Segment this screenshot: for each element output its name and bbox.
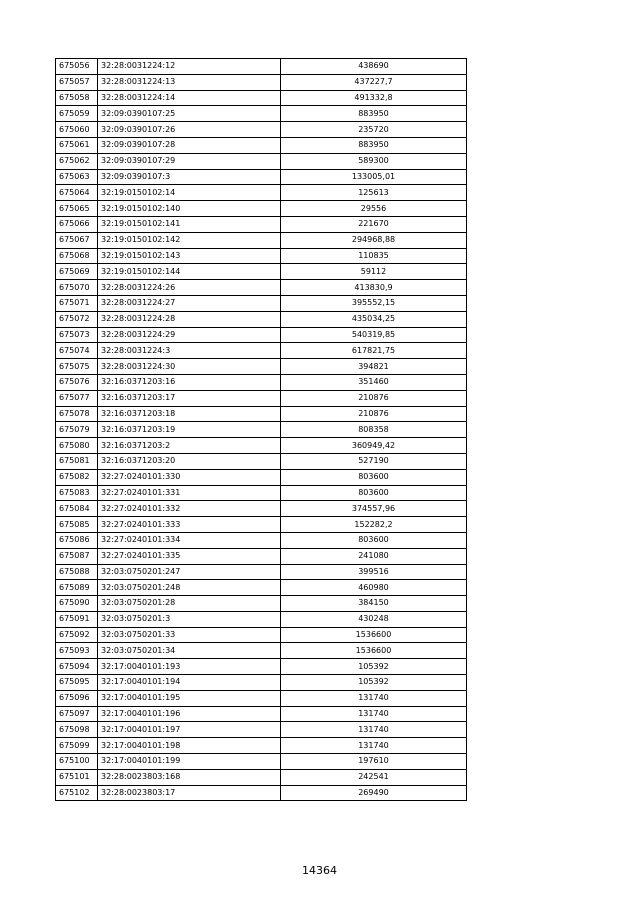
cadastral-number-cell: 32:17:0040101:195 bbox=[98, 690, 281, 706]
cadastral-number-cell: 32:27:0240101:335 bbox=[98, 548, 281, 564]
value-cell: 294968,88 bbox=[281, 232, 467, 248]
table-row bbox=[56, 232, 467, 248]
value-cell: 221670 bbox=[281, 216, 467, 232]
value-cell: 105392 bbox=[281, 675, 467, 691]
row-number-cell: 675088 bbox=[56, 564, 98, 580]
row-number-cell: 675083 bbox=[56, 485, 98, 501]
table-row bbox=[56, 185, 467, 201]
table-row bbox=[56, 406, 467, 422]
cadastral-number-cell: 32:28:0031224:29 bbox=[98, 327, 281, 343]
value-cell: 241080 bbox=[281, 548, 467, 564]
row-number-cell: 675062 bbox=[56, 153, 98, 169]
cadastral-number-cell: 32:19:0150102:141 bbox=[98, 216, 281, 232]
value-cell: 235720 bbox=[281, 122, 467, 138]
table-row bbox=[56, 59, 467, 75]
table-row bbox=[56, 485, 467, 501]
table-row bbox=[56, 422, 467, 438]
value-cell: 59112 bbox=[281, 264, 467, 280]
table-row bbox=[56, 706, 467, 722]
table-row bbox=[56, 580, 467, 596]
table-row bbox=[56, 311, 467, 327]
row-number-cell: 675100 bbox=[56, 754, 98, 770]
row-number-cell: 675098 bbox=[56, 722, 98, 738]
table-row bbox=[56, 153, 467, 169]
value-cell: 394821 bbox=[281, 359, 467, 375]
cadastral-number-cell: 32:03:0750201:248 bbox=[98, 580, 281, 596]
cadastral-number-cell: 32:17:0040101:199 bbox=[98, 754, 281, 770]
cadastral-number-cell: 32:17:0040101:197 bbox=[98, 722, 281, 738]
value-cell: 210876 bbox=[281, 406, 467, 422]
table-row bbox=[56, 390, 467, 406]
row-number-cell: 675096 bbox=[56, 690, 98, 706]
cadastral-number-cell: 32:28:0023803:168 bbox=[98, 769, 281, 785]
cadastral-number-cell: 32:03:0750201:3 bbox=[98, 611, 281, 627]
value-cell: 883950 bbox=[281, 106, 467, 122]
row-number-cell: 675064 bbox=[56, 185, 98, 201]
row-number-cell: 675067 bbox=[56, 232, 98, 248]
cadastral-number-cell: 32:27:0240101:332 bbox=[98, 501, 281, 517]
cadastral-number-cell: 32:28:0031224:28 bbox=[98, 311, 281, 327]
cadastral-number-cell: 32:28:0023803:17 bbox=[98, 785, 281, 801]
value-cell: 131740 bbox=[281, 690, 467, 706]
table-row bbox=[56, 295, 467, 311]
table-row bbox=[56, 690, 467, 706]
cadastral-number-cell: 32:09:0390107:25 bbox=[98, 106, 281, 122]
value-cell: 384150 bbox=[281, 596, 467, 612]
row-number-cell: 675102 bbox=[56, 785, 98, 801]
value-cell: 210876 bbox=[281, 390, 467, 406]
table-row bbox=[56, 611, 467, 627]
row-number-cell: 675060 bbox=[56, 122, 98, 138]
value-cell: 617821,75 bbox=[281, 343, 467, 359]
row-number-cell: 675079 bbox=[56, 422, 98, 438]
row-number-cell: 675097 bbox=[56, 706, 98, 722]
row-number-cell: 675071 bbox=[56, 295, 98, 311]
table-row bbox=[56, 769, 467, 785]
table-row bbox=[56, 280, 467, 296]
value-cell: 110835 bbox=[281, 248, 467, 264]
value-cell: 491332,8 bbox=[281, 90, 467, 106]
cadastral-number-cell: 32:28:0031224:12 bbox=[98, 59, 281, 75]
cadastral-number-cell: 32:09:0390107:3 bbox=[98, 169, 281, 185]
table-row bbox=[56, 216, 467, 232]
cadastral-number-cell: 32:03:0750201:28 bbox=[98, 596, 281, 612]
value-cell: 131740 bbox=[281, 706, 467, 722]
table-row bbox=[56, 90, 467, 106]
table-row bbox=[56, 122, 467, 138]
table-row bbox=[56, 74, 467, 90]
table-row bbox=[56, 722, 467, 738]
cadastral-number-cell: 32:19:0150102:144 bbox=[98, 264, 281, 280]
row-number-cell: 675074 bbox=[56, 343, 98, 359]
row-number-cell: 675092 bbox=[56, 627, 98, 643]
value-cell: 197610 bbox=[281, 754, 467, 770]
table-row bbox=[56, 343, 467, 359]
row-number-cell: 675075 bbox=[56, 359, 98, 375]
row-number-cell: 675073 bbox=[56, 327, 98, 343]
value-cell: 1536600 bbox=[281, 643, 467, 659]
table-row bbox=[56, 453, 467, 469]
table-row bbox=[56, 137, 467, 153]
value-cell: 589300 bbox=[281, 153, 467, 169]
value-cell: 1536600 bbox=[281, 627, 467, 643]
cadastral-number-cell: 32:03:0750201:247 bbox=[98, 564, 281, 580]
table-row bbox=[56, 438, 467, 454]
row-number-cell: 675057 bbox=[56, 74, 98, 90]
cadastral-number-cell: 32:19:0150102:142 bbox=[98, 232, 281, 248]
row-number-cell: 675069 bbox=[56, 264, 98, 280]
table-row bbox=[56, 327, 467, 343]
value-cell: 413830,9 bbox=[281, 280, 467, 296]
row-number-cell: 675101 bbox=[56, 769, 98, 785]
value-cell: 808358 bbox=[281, 422, 467, 438]
table-row bbox=[56, 532, 467, 548]
table-row bbox=[56, 564, 467, 580]
row-number-cell: 675065 bbox=[56, 201, 98, 217]
value-cell: 395552,15 bbox=[281, 295, 467, 311]
row-number-cell: 675093 bbox=[56, 643, 98, 659]
value-cell: 435034,25 bbox=[281, 311, 467, 327]
value-cell: 242541 bbox=[281, 769, 467, 785]
page-number: 14364 bbox=[302, 864, 337, 877]
cadastral-number-cell: 32:28:0031224:26 bbox=[98, 280, 281, 296]
row-number-cell: 675058 bbox=[56, 90, 98, 106]
value-cell: 803600 bbox=[281, 532, 467, 548]
cadastral-number-cell: 32:17:0040101:193 bbox=[98, 659, 281, 675]
row-number-cell: 675077 bbox=[56, 390, 98, 406]
row-number-cell: 675076 bbox=[56, 374, 98, 390]
table-row bbox=[56, 785, 467, 801]
value-cell: 152282,2 bbox=[281, 517, 467, 533]
table-row bbox=[56, 738, 467, 754]
table-row bbox=[56, 659, 467, 675]
value-cell: 803600 bbox=[281, 485, 467, 501]
row-number-cell: 675078 bbox=[56, 406, 98, 422]
row-number-cell: 675084 bbox=[56, 501, 98, 517]
row-number-cell: 675056 bbox=[56, 59, 98, 75]
value-cell: 803600 bbox=[281, 469, 467, 485]
value-cell: 351460 bbox=[281, 374, 467, 390]
value-cell: 125613 bbox=[281, 185, 467, 201]
cadastral-number-cell: 32:19:0150102:143 bbox=[98, 248, 281, 264]
value-cell: 360949,42 bbox=[281, 438, 467, 454]
cadastral-number-cell: 32:27:0240101:330 bbox=[98, 469, 281, 485]
value-cell: 131740 bbox=[281, 722, 467, 738]
value-cell: 269490 bbox=[281, 785, 467, 801]
row-number-cell: 675063 bbox=[56, 169, 98, 185]
value-cell: 883950 bbox=[281, 137, 467, 153]
row-number-cell: 675066 bbox=[56, 216, 98, 232]
cadastral-number-cell: 32:03:0750201:34 bbox=[98, 643, 281, 659]
row-number-cell: 675072 bbox=[56, 311, 98, 327]
row-number-cell: 675086 bbox=[56, 532, 98, 548]
value-cell: 430248 bbox=[281, 611, 467, 627]
table-row bbox=[56, 675, 467, 691]
cadastral-number-cell: 32:09:0390107:29 bbox=[98, 153, 281, 169]
value-cell: 438690 bbox=[281, 59, 467, 75]
cadastral-value-table bbox=[55, 58, 467, 801]
table-row bbox=[56, 548, 467, 564]
cadastral-number-cell: 32:16:0371203:17 bbox=[98, 390, 281, 406]
row-number-cell: 675059 bbox=[56, 106, 98, 122]
value-cell: 133005,01 bbox=[281, 169, 467, 185]
row-number-cell: 675085 bbox=[56, 517, 98, 533]
row-number-cell: 675090 bbox=[56, 596, 98, 612]
cadastral-number-cell: 32:28:0031224:13 bbox=[98, 74, 281, 90]
table-row bbox=[56, 501, 467, 517]
value-cell: 374557,96 bbox=[281, 501, 467, 517]
row-number-cell: 675087 bbox=[56, 548, 98, 564]
value-cell: 437227,7 bbox=[281, 74, 467, 90]
table-row bbox=[56, 517, 467, 533]
table-row bbox=[56, 106, 467, 122]
table-row bbox=[56, 643, 467, 659]
value-cell: 399516 bbox=[281, 564, 467, 580]
row-number-cell: 675080 bbox=[56, 438, 98, 454]
cadastral-number-cell: 32:19:0150102:140 bbox=[98, 201, 281, 217]
row-number-cell: 675068 bbox=[56, 248, 98, 264]
cadastral-number-cell: 32:28:0031224:14 bbox=[98, 90, 281, 106]
cadastral-number-cell: 32:16:0371203:2 bbox=[98, 438, 281, 454]
value-cell: 105392 bbox=[281, 659, 467, 675]
cadastral-number-cell: 32:17:0040101:198 bbox=[98, 738, 281, 754]
table-row bbox=[56, 264, 467, 280]
cadastral-number-cell: 32:27:0240101:334 bbox=[98, 532, 281, 548]
table-row bbox=[56, 374, 467, 390]
table-row bbox=[56, 627, 467, 643]
table-row bbox=[56, 596, 467, 612]
cadastral-number-cell: 32:17:0040101:194 bbox=[98, 675, 281, 691]
table-body bbox=[56, 59, 467, 801]
cadastral-number-cell: 32:28:0031224:30 bbox=[98, 359, 281, 375]
value-cell: 540319,85 bbox=[281, 327, 467, 343]
row-number-cell: 675095 bbox=[56, 675, 98, 691]
table-row bbox=[56, 169, 467, 185]
cadastral-number-cell: 32:09:0390107:28 bbox=[98, 137, 281, 153]
cadastral-number-cell: 32:17:0040101:196 bbox=[98, 706, 281, 722]
table-row bbox=[56, 201, 467, 217]
cadastral-number-cell: 32:27:0240101:333 bbox=[98, 517, 281, 533]
row-number-cell: 675081 bbox=[56, 453, 98, 469]
value-cell: 131740 bbox=[281, 738, 467, 754]
value-cell: 29556 bbox=[281, 201, 467, 217]
cadastral-number-cell: 32:16:0371203:16 bbox=[98, 374, 281, 390]
table-row bbox=[56, 248, 467, 264]
cadastral-number-cell: 32:09:0390107:26 bbox=[98, 122, 281, 138]
row-number-cell: 675089 bbox=[56, 580, 98, 596]
row-number-cell: 675099 bbox=[56, 738, 98, 754]
cadastral-number-cell: 32:27:0240101:331 bbox=[98, 485, 281, 501]
cadastral-number-cell: 32:28:0031224:27 bbox=[98, 295, 281, 311]
cadastral-number-cell: 32:03:0750201:33 bbox=[98, 627, 281, 643]
cadastral-number-cell: 32:16:0371203:19 bbox=[98, 422, 281, 438]
row-number-cell: 675094 bbox=[56, 659, 98, 675]
cadastral-number-cell: 32:19:0150102:14 bbox=[98, 185, 281, 201]
cadastral-number-cell: 32:16:0371203:18 bbox=[98, 406, 281, 422]
row-number-cell: 675061 bbox=[56, 137, 98, 153]
row-number-cell: 675091 bbox=[56, 611, 98, 627]
table-row bbox=[56, 469, 467, 485]
cadastral-number-cell: 32:16:0371203:20 bbox=[98, 453, 281, 469]
cadastral-number-cell: 32:28:0031224:3 bbox=[98, 343, 281, 359]
table-row bbox=[56, 359, 467, 375]
row-number-cell: 675082 bbox=[56, 469, 98, 485]
value-cell: 460980 bbox=[281, 580, 467, 596]
table-row bbox=[56, 754, 467, 770]
value-cell: 527190 bbox=[281, 453, 467, 469]
row-number-cell: 675070 bbox=[56, 280, 98, 296]
